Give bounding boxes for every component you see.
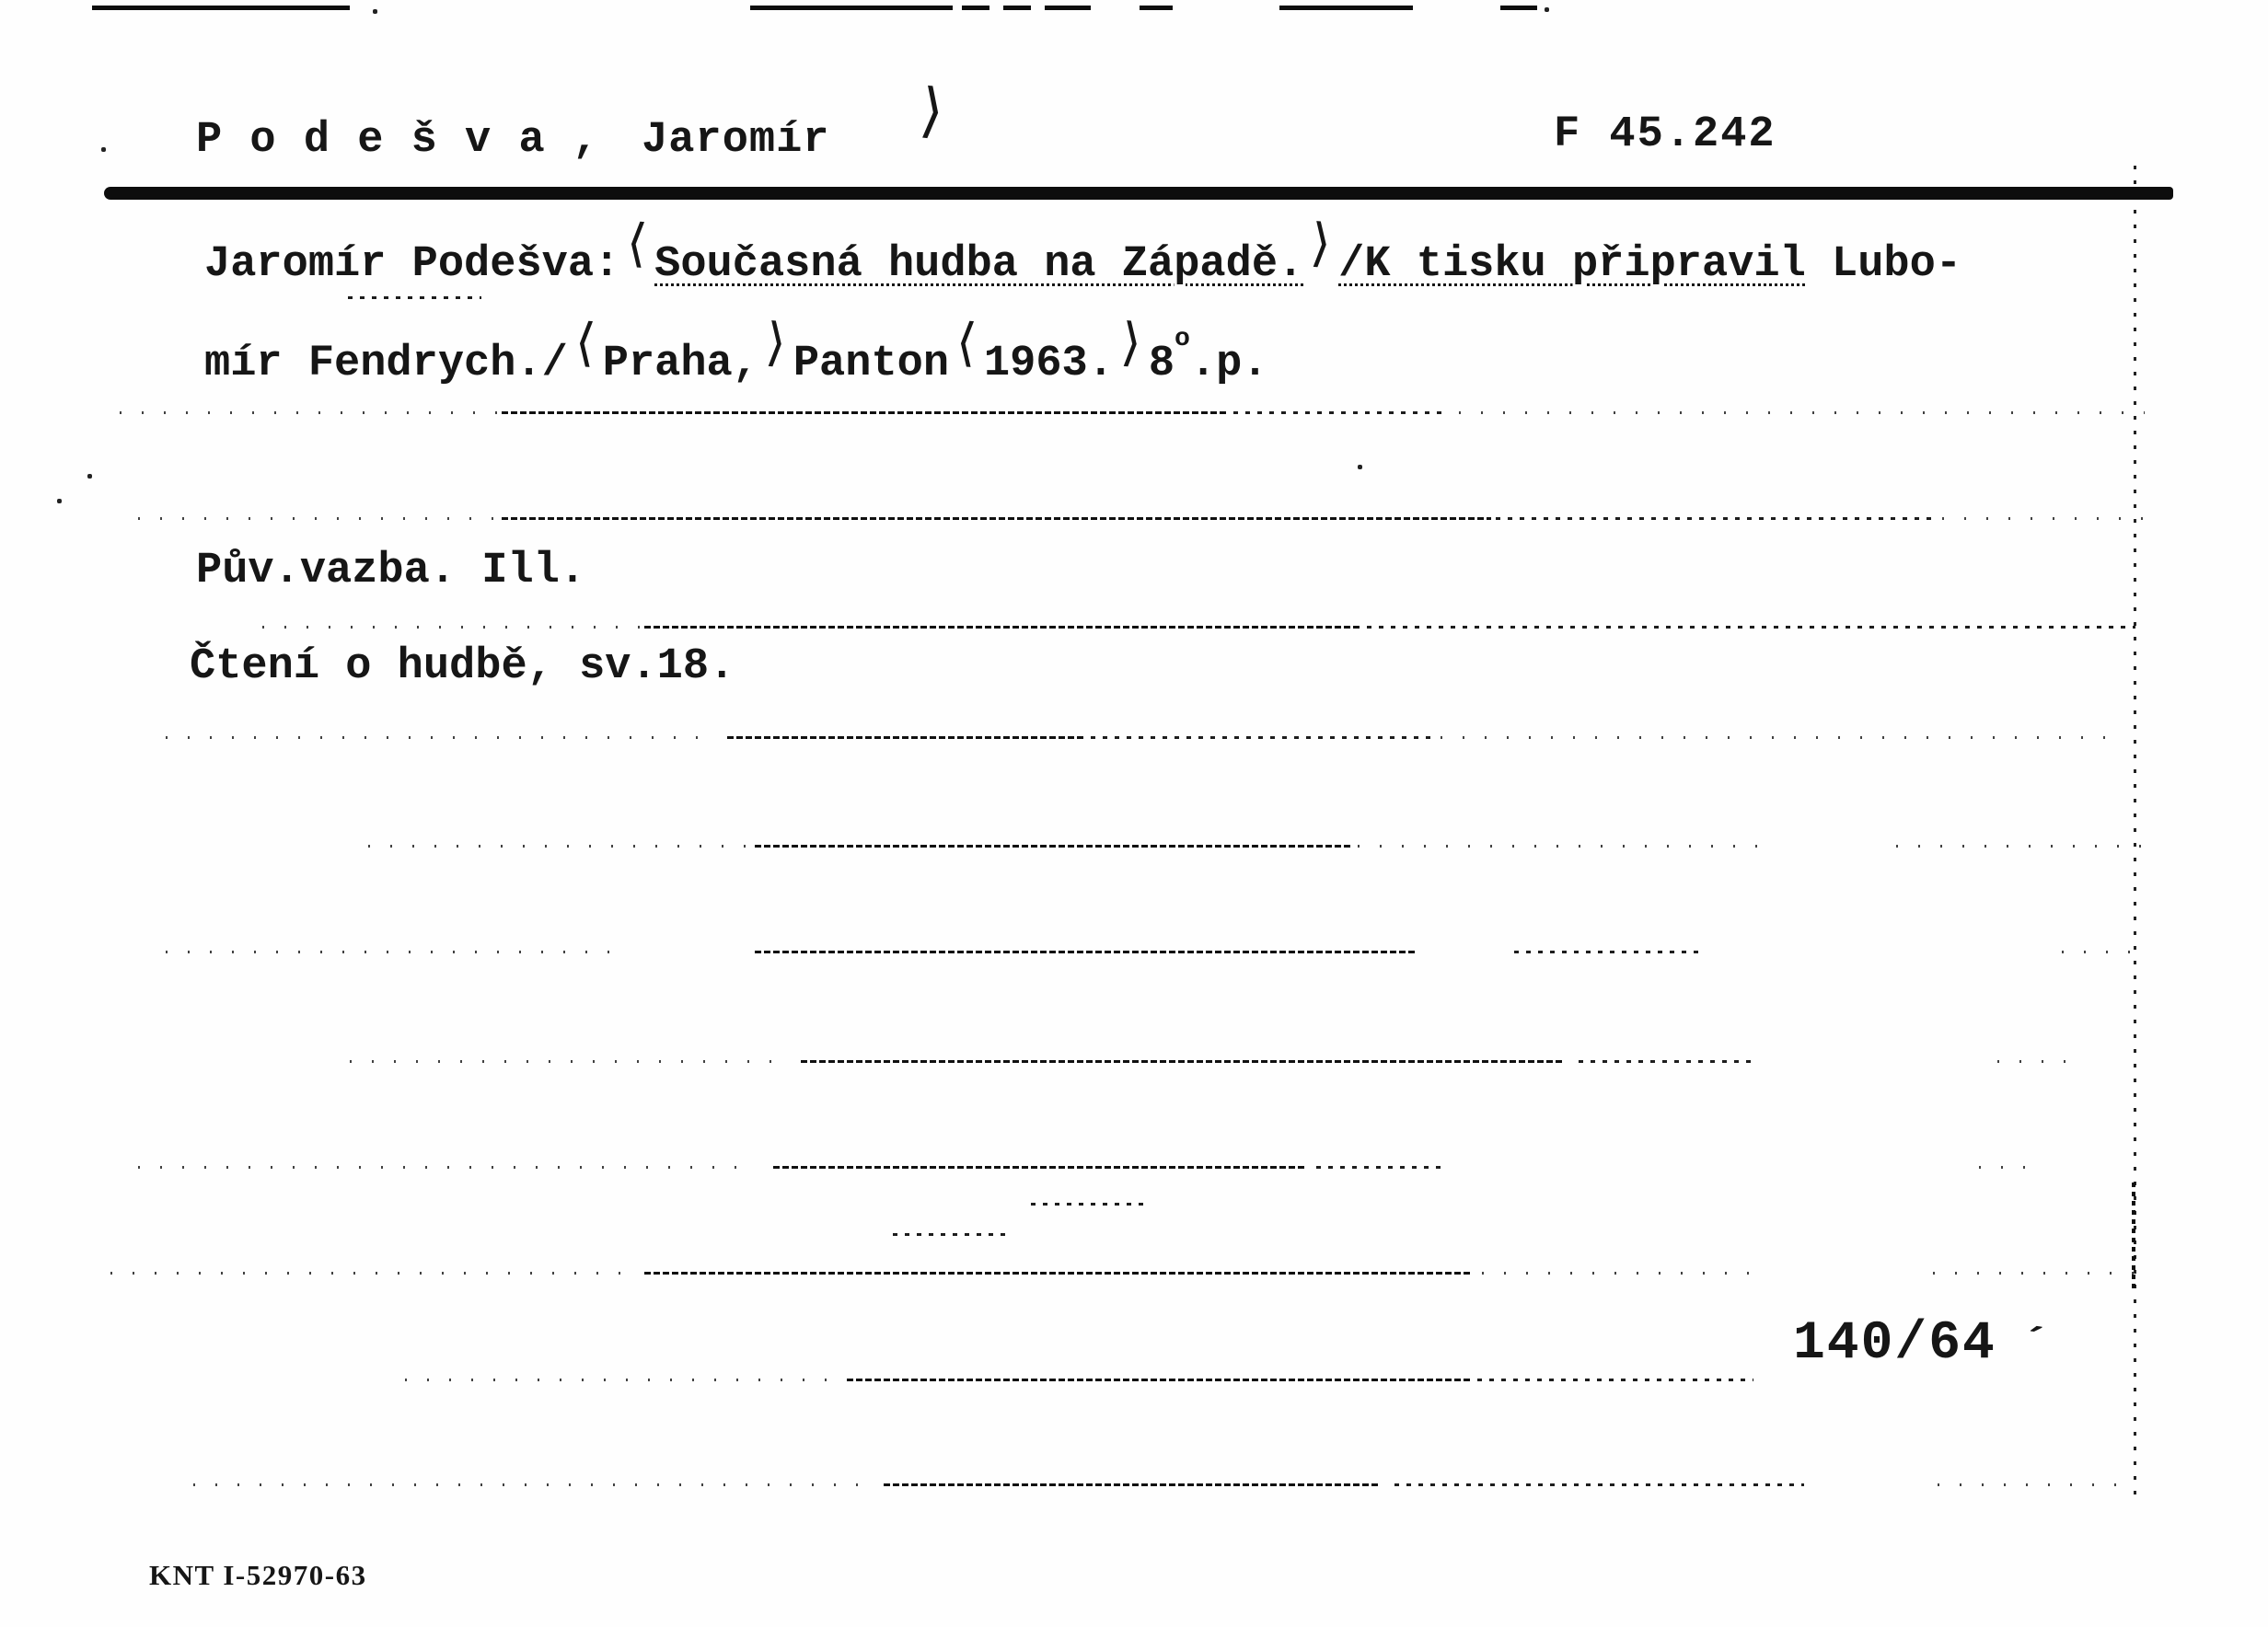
ruled-line-artifact xyxy=(801,1060,1565,1063)
ruled-line-artifact xyxy=(120,411,497,414)
bib-line-1 xyxy=(204,213,1962,289)
header-divider-rule xyxy=(104,187,2173,200)
bib-format: 8$^o$.p. xyxy=(1148,324,1268,388)
ruled-line-artifact xyxy=(1979,1166,2034,1169)
note-series: Čtení o hudbě, sv.18. xyxy=(190,642,735,691)
ruled-line-artifact xyxy=(1938,1483,2122,1486)
ruled-line-artifact xyxy=(847,1379,1473,1381)
ruled-line-artifact xyxy=(368,845,746,848)
speck-artifact xyxy=(1545,7,1549,12)
ruled-line-artifact xyxy=(348,296,481,299)
ruled-line-artifact xyxy=(1441,736,2117,739)
ruled-line-artifact xyxy=(1091,736,1436,739)
heading-author xyxy=(196,116,830,165)
ruled-line-artifact xyxy=(1031,1203,1146,1206)
insertion-mark-header: ⟩ xyxy=(917,75,947,147)
ruled-line-artifact xyxy=(1358,845,1767,848)
ruled-line-artifact xyxy=(193,1483,874,1486)
insertion-mark-close: ⟩ xyxy=(763,312,789,374)
ruled-line-artifact xyxy=(1579,1060,1753,1063)
speck-artifact xyxy=(87,474,92,479)
ruled-line-artifact xyxy=(1140,6,1173,10)
author-surname: P o d e š v a , xyxy=(196,116,600,165)
ruled-line-artifact xyxy=(1279,6,1413,10)
author-firstname: Jaromír xyxy=(642,116,830,165)
ruled-line-artifact xyxy=(962,6,989,10)
ruled-line-artifact xyxy=(2062,951,2145,953)
ruled-line-artifact xyxy=(138,517,497,520)
ruled-line-artifact xyxy=(1496,517,1933,520)
accession-tick-mark: ´ xyxy=(2017,1320,2053,1373)
format-superscript: o xyxy=(1174,324,1190,353)
ruled-line-artifact xyxy=(1933,1272,2135,1275)
ruled-line-artifact xyxy=(1500,6,1537,10)
speck-artifact xyxy=(1358,465,1362,469)
ruled-line-artifact xyxy=(1896,845,2145,848)
bib-editor-tail: mír Fendrych./ xyxy=(204,340,568,388)
edge-dotted-line-artifact xyxy=(2134,166,2136,1500)
ruled-line-artifact xyxy=(755,951,1418,953)
speck-artifact xyxy=(373,9,377,14)
printer-code: KNT I-52970-63 xyxy=(149,1559,367,1591)
ruled-line-artifact xyxy=(502,411,1229,414)
ruled-line-artifact xyxy=(1316,1166,1441,1169)
ruled-line-artifact xyxy=(1367,626,2135,629)
bib-place: Praha, xyxy=(602,340,758,388)
ruled-line-artifact xyxy=(166,951,626,953)
bib-line-2 xyxy=(204,312,1268,388)
ruled-line-artifact xyxy=(138,1166,736,1169)
bib-responsibility: /K tisku připravil xyxy=(1338,240,1806,289)
note-binding: Pův.vazba. Ill. xyxy=(196,547,586,595)
ruled-line-artifact xyxy=(727,736,1086,739)
ruled-line-artifact xyxy=(1233,411,1445,414)
ruled-line-artifact xyxy=(110,1272,626,1275)
ruled-line-artifact xyxy=(884,1483,1381,1486)
ruled-line-artifact xyxy=(773,1166,1307,1169)
ruled-line-artifact xyxy=(755,845,1353,848)
ruled-line-artifact xyxy=(1003,6,1031,10)
edge-dotted-line-artifact xyxy=(2132,1183,2135,1288)
insertion-mark-open: ⟨ xyxy=(573,312,597,374)
ruled-line-artifact xyxy=(1482,1272,1749,1275)
bib-publisher: Panton xyxy=(793,340,950,388)
call-number: F 45.242 xyxy=(1554,110,1776,159)
ruled-line-artifact xyxy=(405,1379,828,1381)
ruled-line-artifact xyxy=(1942,517,2149,520)
ruled-line-artifact xyxy=(1514,951,1698,953)
ruled-line-artifact xyxy=(1045,6,1091,10)
insertion-mark-open: ⟨ xyxy=(954,312,979,374)
ruled-line-artifact xyxy=(893,1233,1012,1236)
ruled-line-artifact xyxy=(1477,1379,1753,1381)
insertion-mark-close: ⟩ xyxy=(1118,312,1144,374)
bib-responsibility-tail: Lubo- xyxy=(1805,240,1962,289)
accession-number: 140/64 ´ xyxy=(1793,1314,2053,1374)
ruled-line-artifact xyxy=(1459,411,2145,414)
ruled-line-artifact xyxy=(644,1272,1473,1275)
insertion-mark-open: ⟨ xyxy=(625,213,650,274)
ruled-line-artifact xyxy=(502,517,1491,520)
bib-year: 1963. xyxy=(983,340,1114,388)
ruled-line-artifact xyxy=(750,6,953,10)
ruled-line-artifact xyxy=(92,6,350,10)
speck-artifact xyxy=(57,499,62,503)
ruled-line-artifact xyxy=(644,626,1362,629)
ruled-line-artifact xyxy=(166,736,718,739)
ruled-line-artifact xyxy=(350,1060,782,1063)
insertion-mark-close: ⟩ xyxy=(1309,213,1334,274)
bib-author-statement: Jaromír Podešva: xyxy=(204,240,620,289)
ruled-line-artifact xyxy=(1997,1060,2076,1063)
ruled-line-artifact xyxy=(262,626,644,629)
speck-artifact xyxy=(101,147,106,152)
ruled-line-artifact xyxy=(1394,1483,1804,1486)
bib-title: Současná hudba na Západě. xyxy=(654,240,1304,289)
